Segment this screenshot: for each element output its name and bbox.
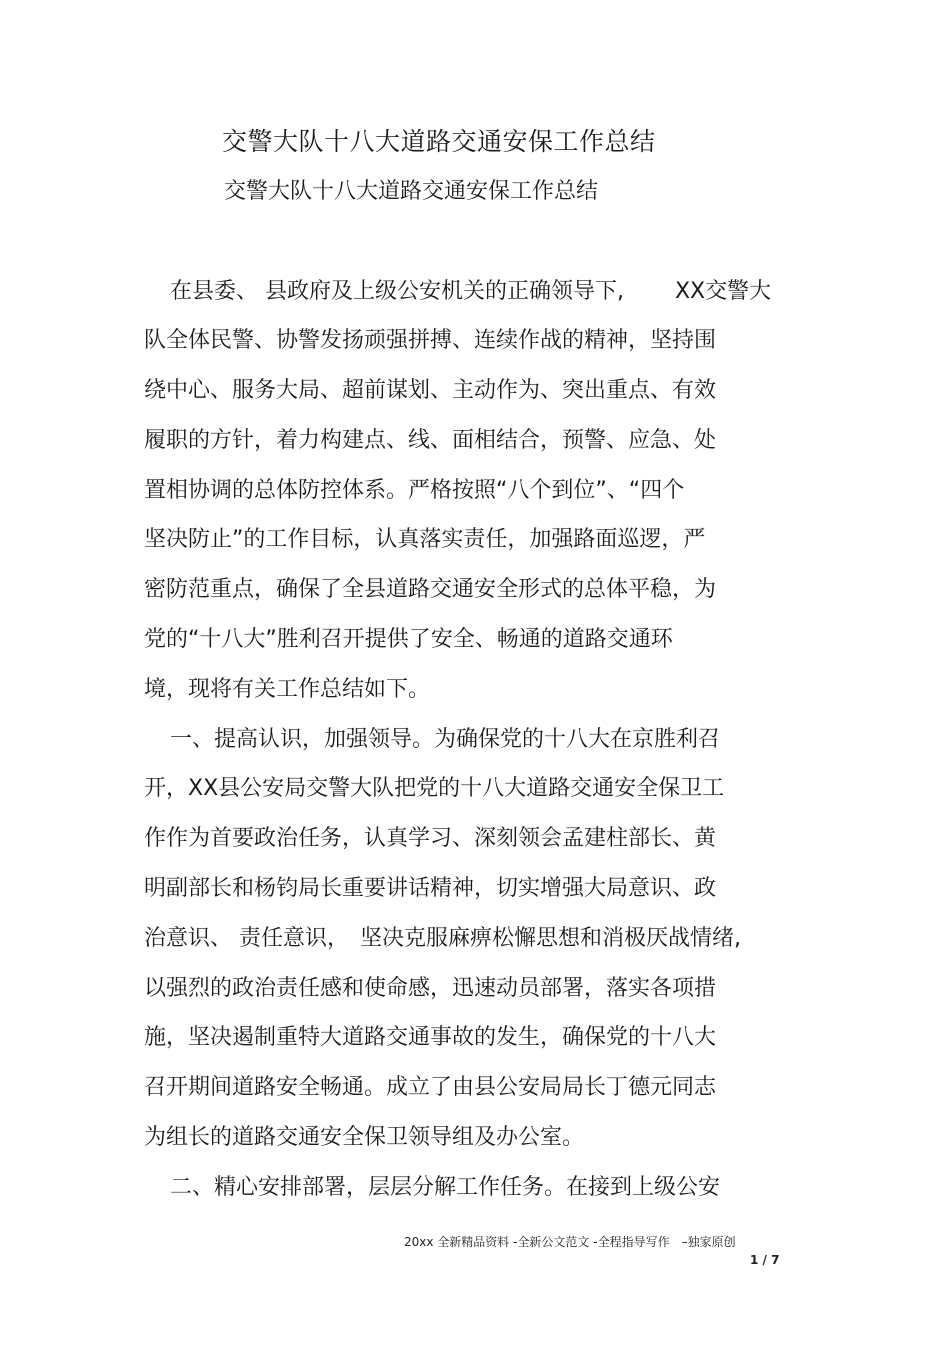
section-1-line-5: 治意识、 责任意识， 坚决克服麻痹松懈思想和消极厌战情绪, bbox=[144, 926, 741, 951]
section-1-line-7: 施，坚决遏制重特大道路交通事故的发生，确保党的十八大 bbox=[144, 1025, 717, 1050]
document-title: 交警大队十八大道路交通安保工作总结 bbox=[222, 127, 656, 156]
paragraph-line-1: 在县委、 县政府及上级公安机关的正确领导下, XX交警大 bbox=[170, 279, 772, 304]
paragraph-line-9: 境，现将有关工作总结如下。 bbox=[144, 677, 431, 702]
section-1-line-2: 开，XX县公安局交警大队把党的十八大道路交通安全保卫工 bbox=[144, 776, 725, 801]
section-1-line-3: 作作为首要政治任务，认真学习、深刻领会孟建柱部长、黄 bbox=[144, 826, 717, 851]
footer-text: 20xx 全新精品资料 -全新公文范文 -全程指导写作 –独家原创 bbox=[404, 1235, 736, 1249]
paragraph-line-4: 履职的方针，着力构建点、线、面相结合，预警、应急、处 bbox=[144, 428, 717, 453]
section-1-line-4: 明副部长和杨钧局长重要讲话精神，切实增强大局意识、政 bbox=[144, 876, 717, 901]
paragraph-line-3: 绕中心、服务大局、超前谋划、主动作为、突出重点、有效 bbox=[144, 378, 717, 403]
document-subtitle: 交警大队十八大道路交通安保工作总结 bbox=[224, 179, 599, 204]
section-2-line-1: 二、精心安排部署，层层分解工作任务。在接到上级公安 bbox=[170, 1175, 721, 1200]
page-number: 1 / 7 bbox=[750, 1253, 780, 1267]
section-1-line-6: 以强烈的政治责任感和使命感，迅速动员部署，落实各项措 bbox=[144, 976, 717, 1001]
section-1-line-8: 召开期间道路安全畅通。成立了由县公安局局长丁德元同志 bbox=[144, 1075, 717, 1100]
section-1-line-9: 为组长的道路交通安全保卫领导组及办公室。 bbox=[144, 1125, 585, 1150]
paragraph-line-7: 密防范重点，确保了全县道路交通安全形式的总体平稳，为 bbox=[144, 577, 717, 602]
paragraph-line-5: 置相协调的总体防控体系。严格按照“八个到位”、“四个 bbox=[144, 478, 685, 503]
paragraph-line-8: 党的“十八大”胜利召开提供了安全、畅通的道路交通环 bbox=[144, 627, 673, 652]
section-1-line-1: 一、提高认识，加强领导。为确保党的十八大在京胜利召 bbox=[170, 727, 721, 752]
paragraph-line-2: 队全体民警、协警发扬顽强拼搏、连续作战的精神，坚持围 bbox=[144, 328, 717, 353]
paragraph-line-6: 坚决防止”的工作目标，认真落实责任，加强路面巡逻，严 bbox=[144, 527, 706, 552]
